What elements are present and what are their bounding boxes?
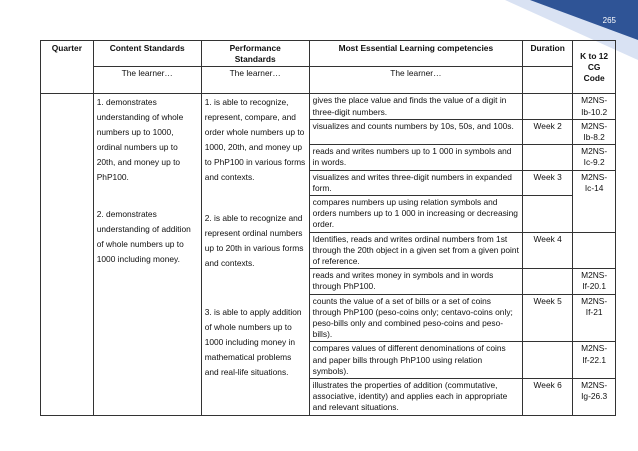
performance-standards-cell — [201, 94, 309, 415]
code-cell — [573, 232, 616, 269]
subheader-content: The learner… — [93, 67, 201, 94]
competency-cell: compares values of different denominations of coins and paper bills through PhP100 using relation symbols). — [309, 342, 522, 379]
competency-cell: reads and writes money in symbols and in words through PhP100. — [309, 269, 522, 294]
performance-standard-2: 2. is able to recognize and represent ordinal numbers up to 20th in various forms and contexts. — [204, 213, 304, 269]
competency-cell: illustrates the properties of addition (commutative, associative, identity) and applies each in appropriate and relevant situations. — [309, 379, 522, 416]
code-cell: M2NS- Ic-14 — [573, 170, 616, 232]
content-standard-2: 2. demonstrates understanding of addition of whole numbers up to 1000 including money. — [96, 209, 191, 265]
duration-cell: Week 5 — [523, 294, 573, 342]
duration-cell: Week 3 — [523, 170, 573, 195]
header-quarter: Quarter — [41, 41, 94, 94]
code-cell: M2NS- Ic-9.2 — [573, 145, 616, 170]
header-performance-standards: Performance Standards — [201, 41, 309, 67]
duration-cell — [523, 269, 573, 294]
table-row — [41, 94, 616, 119]
performance-standard-1: 1. is able to recognize, represent, compare, and order whole numbers up to 1000, 20th, and money up to PhP100 in various forms and contexts. — [204, 97, 306, 183]
competency-cell: Identifies, reads and writes ordinal numbers from 1st through the 20th object in a given set from a given point of reference. — [309, 232, 522, 269]
header-row — [41, 41, 616, 67]
competency-cell: visualizes and writes three-digit numbers in expanded form. — [309, 170, 522, 195]
header-duration: Duration — [523, 41, 573, 67]
header-code: K to 12 CG Code — [573, 41, 616, 94]
competency-cell: visualizes and counts numbers by 10s, 50s, and 100s. — [309, 119, 522, 144]
code-cell: M2NS- Ib-8.2 — [573, 119, 616, 144]
competency-cell: reads and writes numbers up to 1 000 in symbols and in words. — [309, 145, 522, 170]
subheader-duration — [523, 67, 573, 94]
curriculum-table — [40, 40, 616, 416]
code-cell: M2NS- If-21 — [573, 294, 616, 342]
content-standard-1: 1. demonstrates understanding of whole numbers up to 1000, ordinal numbers up to 20th, and money up to PhP100. — [96, 97, 184, 183]
duration-cell — [523, 342, 573, 379]
header-melc: Most Essential Learning competencies — [309, 41, 522, 67]
content-standards-cell — [93, 94, 201, 415]
quarter-cell — [41, 94, 94, 415]
code-cell: M2NS- Ib-10.2 — [573, 94, 616, 119]
performance-standard-3: 3. is able to apply addition of whole numbers up to 1000 including money in mathematical problems and real-life situations. — [204, 307, 302, 378]
subheader-row — [41, 67, 616, 94]
competency-cell: counts the value of a set of bills or a set of coins through PhP100 (peso-coins only; centavo-coins only; peso-bills only and combined peso-coins and peso-bills). — [309, 294, 522, 342]
page-number: 265 — [602, 16, 616, 25]
duration-cell: Week 6 — [523, 379, 573, 416]
competency-cell: compares numbers up using relation symbols and orders numbers up to 1 000 in increasing or decreasing order. — [309, 196, 522, 233]
code-cell: M2NS- Ig-26.3 — [573, 379, 616, 416]
duration-cell: Week 4 — [523, 232, 573, 269]
code-cell: M2NS- If-20.1 — [573, 269, 616, 294]
subheader-performance: The learner… — [201, 67, 309, 94]
duration-cell — [523, 145, 573, 170]
code-cell: M2NS- If-22.1 — [573, 342, 616, 379]
duration-cell — [523, 196, 573, 233]
duration-cell: Week 2 — [523, 119, 573, 144]
subheader-melc: The learner… — [309, 67, 522, 94]
competency-cell: gives the place value and finds the value of a digit in three-digit numbers. — [309, 94, 522, 119]
header-content-standards: Content Standards — [93, 41, 201, 67]
duration-cell — [523, 94, 573, 119]
